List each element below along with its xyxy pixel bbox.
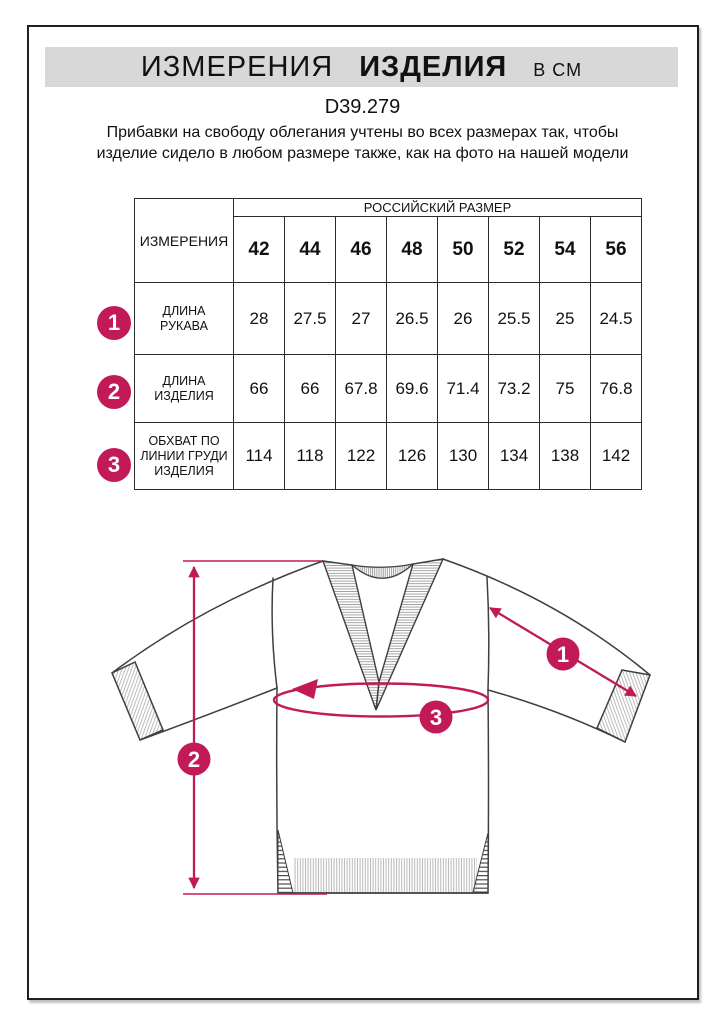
table-row-sleeve-length (135, 283, 642, 355)
value-cell: 73.2 (489, 355, 540, 423)
value-cell: 122 (336, 423, 387, 490)
value-cell: 142 (591, 423, 642, 490)
size-cell: 52 (489, 217, 540, 283)
value-cell: 76.8 (591, 355, 642, 423)
value-cell: 26 (438, 283, 489, 355)
table-row-garment-length (135, 355, 642, 423)
row-marker-1: 1 (97, 306, 131, 340)
size-table (134, 198, 642, 490)
vneck-band-left (323, 561, 379, 710)
chest-ellipse-arrowhead (292, 679, 318, 699)
value-cell: 75 (540, 355, 591, 423)
value-cell: 27 (336, 283, 387, 355)
table-row-chest-girth (135, 423, 642, 490)
units-label: В СМ (533, 59, 583, 80)
size-group-header-cell: РОССИЙСКИЙ РАЗМЕР (234, 199, 642, 217)
left-armhole-seam (272, 578, 277, 688)
vneck-band-right (376, 559, 443, 710)
size-cell: 50 (438, 217, 489, 283)
value-cell: 66 (285, 355, 336, 423)
value-cell: 66 (234, 355, 285, 423)
row-label: ДЛИНА РУКАВА (135, 283, 234, 355)
value-cell: 118 (285, 423, 336, 490)
row-marker-2: 2 (97, 375, 131, 409)
fit-note: Прибавки на свободу облегания учтены во всех размерах так, чтобы изделие сидело в любом размере также, как на фото на нашей модели (96, 124, 629, 162)
left-side-slit (278, 830, 293, 893)
marker-3-label: 3 (429, 705, 443, 730)
diagram-markers (178, 638, 580, 776)
marker-2-label: 2 (187, 747, 201, 772)
value-cell: 67.8 (336, 355, 387, 423)
size-cell: 48 (387, 217, 438, 283)
value-cell: 138 (540, 423, 591, 490)
value-cell: 130 (438, 423, 489, 490)
size-cell: 54 (540, 217, 591, 283)
row-label: ОБХВАТ ПО ЛИНИИ ГРУДИ ИЗДЕЛИЯ (135, 423, 234, 490)
title-bar (45, 47, 678, 87)
hem-ribbing (293, 858, 477, 893)
size-cell: 44 (285, 217, 336, 283)
value-cell: 25 (540, 283, 591, 355)
value-cell: 134 (489, 423, 540, 490)
value-cell: 27.5 (285, 283, 336, 355)
sweater-outline (112, 559, 650, 893)
page-title: ИЗМЕРЕНИЯ (140, 50, 334, 83)
model-code: D39.279 (324, 96, 401, 118)
measurements-header-cell: ИЗМЕРЕНИЯ (135, 199, 234, 283)
marker-1-label: 1 (556, 642, 570, 667)
value-cell: 69.6 (387, 355, 438, 423)
value-cell: 71.4 (438, 355, 489, 423)
back-collar (352, 564, 413, 578)
left-sleeve-top-edge (112, 561, 323, 673)
row-label: ДЛИНА ИЗДЕЛИЯ (135, 355, 234, 423)
value-cell: 28 (234, 283, 285, 355)
left-cuff (112, 662, 163, 740)
size-cell: 56 (591, 217, 642, 283)
right-sleeve-top-edge (443, 559, 650, 675)
size-cell: 46 (336, 217, 387, 283)
value-cell: 126 (387, 423, 438, 490)
value-cell: 26.5 (387, 283, 438, 355)
value-cell: 114 (234, 423, 285, 490)
left-underarm-edge (140, 688, 277, 740)
right-armhole-seam (487, 577, 489, 690)
value-cell: 25.5 (489, 283, 540, 355)
right-cuff (597, 670, 650, 742)
garment-drawing (0, 530, 725, 950)
value-cell: 24.5 (591, 283, 642, 355)
row-marker-3: 3 (97, 448, 131, 482)
size-cell: 42 (234, 217, 285, 283)
page-title-bold: ИЗДЕЛИЯ (359, 50, 508, 83)
